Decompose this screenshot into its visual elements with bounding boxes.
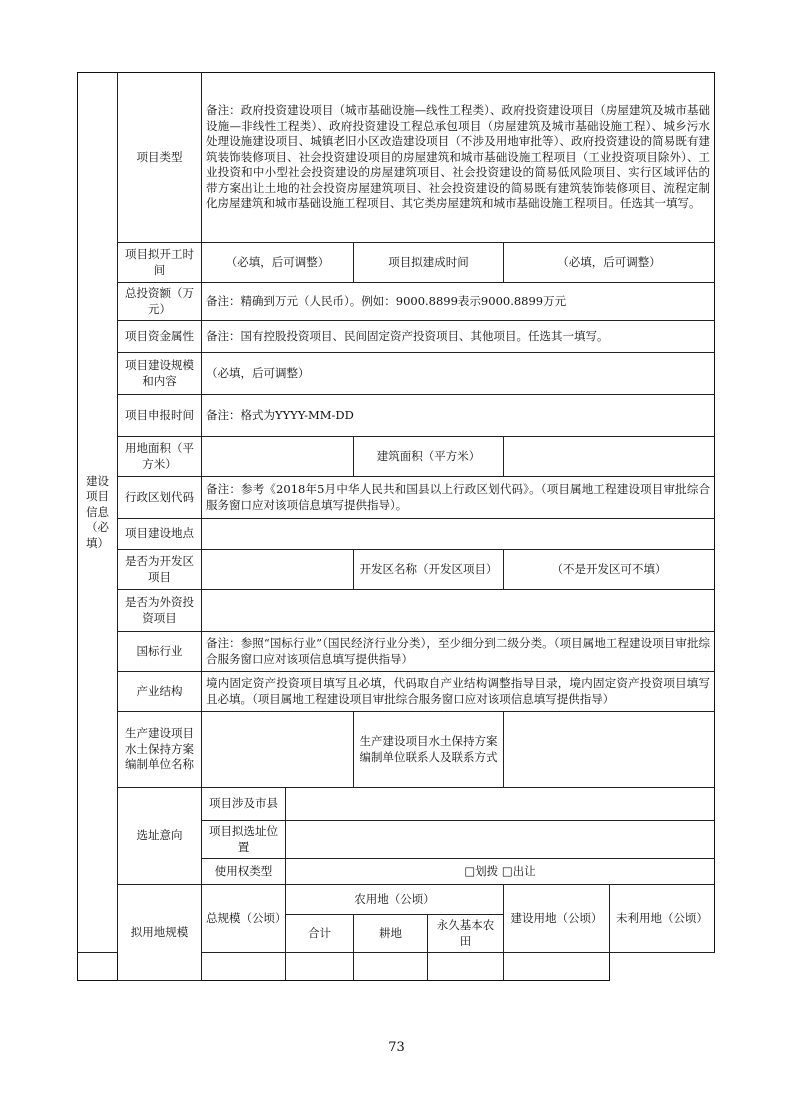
location-field[interactable] [202,519,715,550]
row-total-investment [78,283,715,321]
dev-zone-name-field[interactable]: （不是开发区可不填） [504,550,715,590]
page-number: 73 [388,1040,405,1055]
completion-time-field[interactable]: （必填，后可调整） [504,243,715,283]
apply-time-label: 项目申报时间 [118,395,202,437]
section-label: 建设项目信息（必填） [78,73,118,953]
fund-attribute-label: 项目资金属性 [118,321,202,353]
site-position-field[interactable] [286,821,715,859]
total-investment-note[interactable]: 备注：精确到万元（人民币）。例如：9000.8899表示9000.8899万元 [202,283,715,321]
location-label: 项目建设地点 [118,519,202,550]
project-type-label: 项目类型 [118,73,202,243]
building-area-field[interactable] [504,437,715,477]
row-foreign-investment [78,590,715,632]
land-total-field[interactable] [78,953,118,981]
industry-structure-label: 产业结构 [118,672,202,712]
basic-farmland-label: 永久基本农田 [428,915,504,953]
row-apply-time [78,395,715,437]
foreign-investment-label: 是否为外资投资项目 [118,590,202,632]
row-dev-zone [78,550,715,590]
row-scale-content [78,353,715,395]
use-right-label: 使用权类型 [202,859,286,885]
soil-contact-label: 生产建设项目水土保持方案编制单位联系人及联系方式 [354,712,504,788]
site-intent-label: 选址意向 [118,788,202,885]
industry-label: 国标行业 [118,632,202,672]
division-code-note[interactable]: 备注：参考《2018年5月中华人民共和国县以上行政区划代码》。（项目属地工程建设项目审批综合服务窗口应对该项信息填写提供指导）。 [202,477,715,519]
basic-farmland-field[interactable] [354,953,428,981]
site-county-label: 项目涉及市县 [202,788,286,821]
construction-land-field[interactable] [428,953,504,981]
construction-land-label: 建设用地（公顷） [504,885,610,953]
completion-time-label: 项目拟建成时间 [354,243,504,283]
row-division-code [78,477,715,519]
site-position-label: 项目拟选址位置 [202,821,286,859]
soil-unit-label: 生产建设项目水土保持方案编制单位名称 [118,712,202,788]
industry-structure-note[interactable]: 境内固定资产投资项目填写且必填，代码取自产业结构调整指导目录，境内固定资产投资项目填写且必填。（项目属地工程建设项目审批综合服务窗口应对该项信息填写提供指导） [202,672,715,712]
row-site-county [78,788,715,821]
project-info-form [77,72,715,981]
industry-note[interactable]: 备注：参照“国标行业”（国民经济行业分类），至少细分到二级分类。（项目属地工程建设项目审批综合服务窗口应对该项信息填写提供指导） [202,632,715,672]
agri-total-field[interactable] [202,953,286,981]
row-area [78,437,715,477]
scale-content-label: 项目建设规模和内容 [118,353,202,395]
total-investment-label: 总投资额（万元） [118,283,202,321]
building-area-label: 建筑面积（平方米） [354,437,504,477]
division-code-label: 行政区划代码 [118,477,202,519]
land-scale-label: 拟用地规模 [118,885,202,981]
use-right-options[interactable]: □划拨 □出让 [286,859,715,885]
unused-land-field[interactable] [504,953,610,981]
soil-unit-field[interactable] [202,712,354,788]
apply-time-note[interactable]: 备注：格式为YYYY-MM-DD [202,395,715,437]
agri-total-label: 合计 [286,915,354,953]
land-total-label: 总规模（公顷） [202,885,286,953]
row-land-scale-header-1 [78,885,715,915]
dev-zone-name-label: 开发区名称（开发区项目） [354,550,504,590]
cultivated-label: 耕地 [354,915,428,953]
agri-land-label: 农用地（公顷） [286,885,504,915]
site-county-field[interactable] [286,788,715,821]
row-industry [78,632,715,672]
foreign-investment-field[interactable] [202,590,715,632]
row-location [78,519,715,550]
row-project-type [78,73,715,243]
land-area-field[interactable] [202,437,354,477]
land-area-label: 用地面积（平方米） [118,437,202,477]
start-time-label: 项目拟开工时间 [118,243,202,283]
fund-attribute-note[interactable]: 备注：国有控股投资项目、民间固定资产投资项目、其他项目。任选其一填写。 [202,321,715,353]
dev-zone-field[interactable] [202,550,354,590]
scale-content-field[interactable]: （必填，后可调整） [202,353,715,395]
cultivated-field[interactable] [286,953,354,981]
row-industry-structure [78,672,715,712]
row-soil-plan [78,712,715,788]
soil-contact-field[interactable] [504,712,715,788]
start-time-field[interactable]: （必填，后可调整） [202,243,354,283]
row-fund-attribute [78,321,715,353]
project-type-note[interactable]: 备注：政府投资建设项目（城市基础设施—线性工程类）、政府投资建设项目（房屋建筑及城市基础设施—非线性工程类）、政府投资建设工程总承包项目（房屋建筑及城市基础设施工程）、城乡污水处理设施建设项目、城镇老旧小区改造建设项目（不涉及用地审批等）、政府投资建设的简易既有建筑装饰装修项目、社会投资建设项目的房屋建筑和城市基础设施工程项目（工业投资项目除外）、工业投资和中小型社会投资建设的房屋建筑项目、社会投资建设的简易低风险项目、实行区域评估的带方案出让土地的社会投资房屋建筑项目、社会投资建设的简易既有建筑装饰装修项目、流程定制化房屋建筑和城市基础设施工程项目、其它类房屋建筑和城市基础设施工程项目。任选其一填写。 [202,73,715,243]
unused-land-label: 未利用地（公顷） [610,885,715,953]
row-schedule [78,243,715,283]
dev-zone-label: 是否为开发区项目 [118,550,202,590]
